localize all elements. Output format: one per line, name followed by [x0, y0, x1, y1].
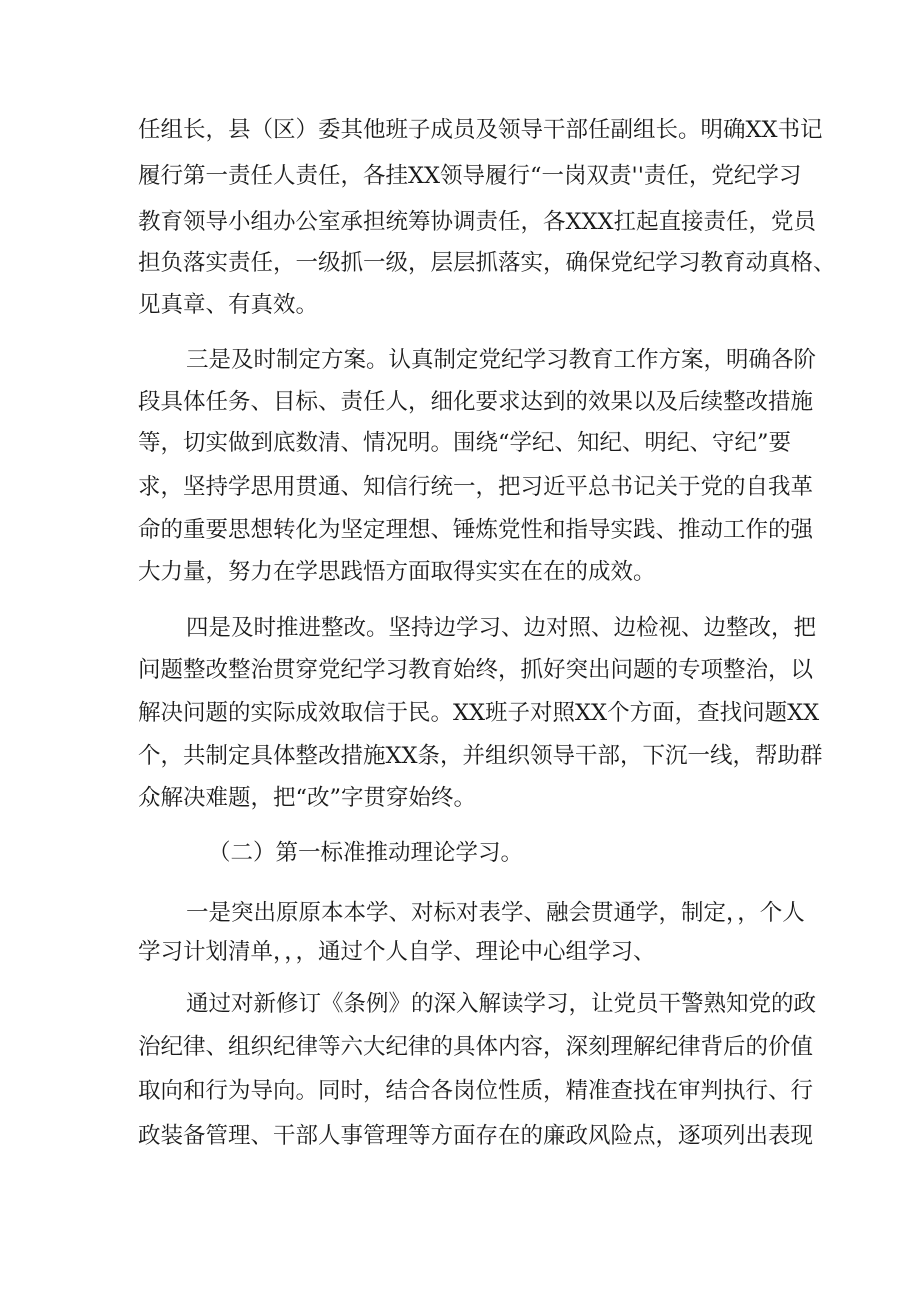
paragraph-2-line-5: 命的重要思想转化为坚定理想、锤炼党性和指导实践、推动工作的强	[138, 517, 814, 543]
paragraph-2-line-1: 三是及时制定方案。认真制定党纪学习教育工作方案，明确各阶	[186, 347, 817, 373]
paragraph-2-line-6: 大力量，努力在学思践悟方面取得实实在在的成效。	[138, 559, 656, 585]
paragraph-5-line-1: 通过对新修订《条例》的深入解读学习，让党员干警熟知党的政	[186, 991, 817, 1017]
paragraph-1-line-1: 任组长，县（区）委其他班子成员及领导干部任副组长。明确XX书记	[138, 117, 823, 143]
paragraph-3-line-2: 问题整改整治贯穿党纪学习教育始终，抓好突出问题的专项整治，以	[138, 657, 814, 683]
paragraph-5-line-3: 取向和行为导向。同时，结合各岗位性质，精准查找在审判执行、行	[138, 1078, 814, 1104]
section-heading: （二）第一标准推动理论学习。	[208, 840, 524, 866]
paragraph-2-line-3: 等，切实做到底数清、情况明。围绕“学纪、知纪、明纪、守纪”要	[138, 430, 792, 456]
paragraph-1-line-2: 履行第一责任人责任，各挂XX领导履行“一岗双责''责任，党纪学习	[138, 163, 802, 189]
paragraph-3-line-1: 四是及时推进整改。坚持边学习、边对照、边检视、边整改，把	[186, 615, 817, 641]
paragraph-1-line-5: 见真章、有真效。	[138, 292, 319, 318]
paragraph-3-line-4: 个，共制定具体整改措施XX条，并组织领导干部，下沉一线，帮助群	[138, 743, 823, 769]
paragraph-5-line-2: 治纪律、组织纪律等六大纪律的具体内容，深刻理解纪律背后的价值	[138, 1034, 814, 1060]
paragraph-2-line-2: 段具体任务、目标、责任人，细化要求达到的效果以及后续整改措施	[138, 389, 814, 415]
paragraph-5-line-4: 政装备管理、干部人事管理等方面存在的廉政风险点，逐项列出表现	[138, 1123, 814, 1149]
paragraph-3-line-5: 众解决难题，把“改”字贯穿始终。	[138, 785, 477, 811]
paragraph-4-line-2: 学习计划清单，，，通过个人自学、理论中心组学习、	[138, 939, 656, 965]
paragraph-3-line-3: 解决问题的实际成效取信于民。XX班子对照XX个方面，查找问题XX	[138, 700, 820, 726]
paragraph-1-line-4: 担负落实责任，一级抓一级，层层抓落实，确保党纪学习教育动真格、	[138, 250, 836, 276]
paragraph-1-line-3: 教育领导小组办公室承担统筹协调责任，各XXX扛起直接责任，党员	[138, 209, 817, 235]
paragraph-2-line-4: 求，坚持学思用贯通、知信行统一，把习近平总书记关于党的自我革	[138, 474, 814, 500]
paragraph-4-line-1: 一是突出原原本本学、对标对表学、融会贯通学，制定，，个人	[186, 900, 805, 926]
